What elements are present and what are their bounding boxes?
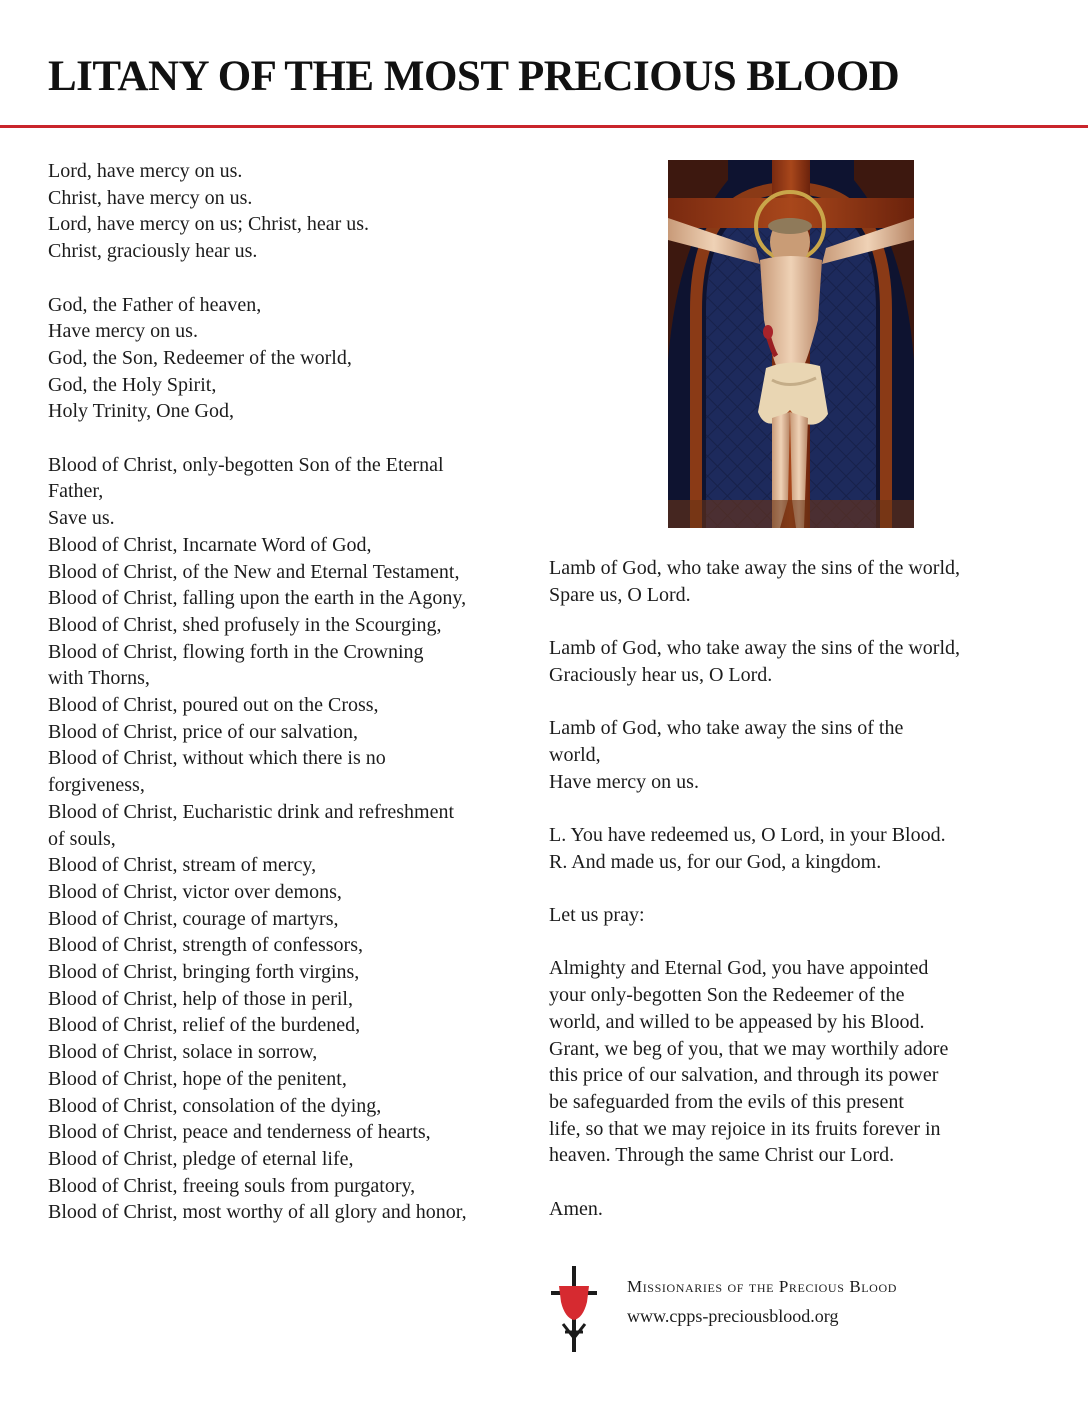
litany-line: be safeguarded from the evils of this present xyxy=(549,1090,904,1113)
litany-line: Blood of Christ, shed profusely in the Scourging, xyxy=(48,613,442,636)
litany-line: Blood of Christ, poured out on the Cross, xyxy=(48,694,379,717)
litany-line: Grant, we beg of you, that we may worthily adore xyxy=(549,1037,949,1060)
litany-line: Blood of Christ, freeing souls from purgatory, xyxy=(48,1174,416,1197)
litany-line: Christ, have mercy on us. xyxy=(48,186,253,209)
litany-right-column xyxy=(549,555,1049,1222)
stanza-break xyxy=(549,929,1049,956)
litany-line: Blood of Christ, peace and tenderness of hearts, xyxy=(48,1121,431,1144)
title-divider xyxy=(0,125,1088,128)
litany-line: life, so that we may rejoice in its fruits forever in xyxy=(549,1117,941,1140)
litany-line: Let us pray: xyxy=(549,904,645,927)
litany-line: Blood of Christ, of the New and Eternal Testament, xyxy=(48,560,460,583)
litany-line: Amen. xyxy=(549,1197,603,1220)
litany-line: Blood of Christ, pledge of eternal life, xyxy=(48,1147,354,1170)
litany-line: Have mercy on us. xyxy=(48,320,198,343)
litany-line: Lord, have mercy on us; Christ, hear us. xyxy=(48,213,370,236)
page-title: LITANY OF THE MOST PRECIOUS BLOOD xyxy=(48,53,900,100)
litany-line: God, the Father of heaven, xyxy=(48,293,262,316)
organization-url[interactable]: www.cpps-preciousblood.org xyxy=(627,1306,839,1326)
litany-line: Blood of Christ, price of our salvation, xyxy=(48,720,358,743)
litany-line: Blood of Christ, help of those in peril, xyxy=(48,987,353,1010)
litany-line: R. And made us, for our God, a kingdom. xyxy=(549,850,882,873)
litany-line: Christ, graciously hear us. xyxy=(48,240,258,263)
cpps-cross-chalice-logo xyxy=(551,1266,597,1352)
litany-line: Blood of Christ, consolation of the dying, xyxy=(48,1094,382,1117)
stanza-break xyxy=(549,689,1049,716)
litany-line: Blood of Christ, Eucharistic drink and refreshment xyxy=(48,800,455,823)
litany-line: Blood of Christ, stream of mercy, xyxy=(48,854,317,877)
stanza-break xyxy=(549,795,1049,822)
litany-line: Lamb of God, who take away the sins of the world, xyxy=(549,557,961,579)
litany-line: Holy Trinity, One God, xyxy=(48,400,234,423)
litany-line: this price of our salvation, and through its power xyxy=(549,1064,939,1087)
litany-line: L. You have redeemed us, O Lord, in your Blood. xyxy=(549,823,946,846)
litany-line: Blood of Christ, bringing forth virgins, xyxy=(48,961,360,984)
stanza-break xyxy=(48,265,543,292)
litany-line: Save us. xyxy=(48,507,115,530)
litany-line: Blood of Christ, only-begotten Son of the Eternal xyxy=(48,453,444,476)
litany-line: God, the Son, Redeemer of the world, xyxy=(48,346,352,369)
litany-line: Blood of Christ, solace in sorrow, xyxy=(48,1041,318,1064)
organization-name: Missionaries of the Precious Blood xyxy=(627,1277,897,1296)
stanza-break xyxy=(549,1169,1049,1196)
litany-line: Have mercy on us. xyxy=(549,770,699,793)
stanza-break xyxy=(48,425,543,452)
litany-line: Blood of Christ, falling upon the earth in the Agony, xyxy=(48,587,467,610)
litany-line: of souls, xyxy=(48,827,116,850)
litany-line: Blood of Christ, strength of confessors, xyxy=(48,934,363,957)
litany-line: Lamb of God, who take away the sins of the xyxy=(549,717,904,740)
litany-line: God, the Holy Spirit, xyxy=(48,373,217,396)
stanza-break xyxy=(549,875,1049,902)
litany-line: with Thorns, xyxy=(48,667,150,690)
litany-line: Blood of Christ, hope of the penitent, xyxy=(48,1067,347,1090)
litany-line: Blood of Christ, Incarnate Word of God, xyxy=(48,533,372,556)
litany-line: Blood of Christ, flowing forth in the Crowning xyxy=(48,640,424,663)
litany-line: world, and willed to be appeased by his Blood. xyxy=(549,1010,925,1033)
litany-line: Blood of Christ, most worthy of all glory and honor, xyxy=(48,1201,467,1224)
stanza-break xyxy=(549,608,1049,635)
litany-line: Lord, have mercy on us. xyxy=(48,160,243,182)
litany-line: Father, xyxy=(48,480,104,503)
crucifix-photo xyxy=(668,160,914,528)
litany-line: Blood of Christ, victor over demons, xyxy=(48,880,342,903)
litany-line: Almighty and Eternal God, you have appointed xyxy=(549,957,929,980)
crucifix-illustration xyxy=(668,160,914,528)
litany-left-column xyxy=(48,158,543,1226)
litany-line: Lamb of God, who take away the sins of the world, xyxy=(549,637,961,660)
litany-line: Graciously hear us, O Lord. xyxy=(549,663,773,686)
litany-line: Blood of Christ, courage of martyrs, xyxy=(48,907,339,930)
litany-line: Blood of Christ, relief of the burdened, xyxy=(48,1014,361,1037)
litany-line: Blood of Christ, without which there is no xyxy=(48,747,386,770)
litany-line: world, xyxy=(549,743,601,766)
litany-line: heaven. Through the same Christ our Lord. xyxy=(549,1144,895,1167)
litany-line: forgiveness, xyxy=(48,774,145,797)
litany-line: Spare us, O Lord. xyxy=(549,583,691,606)
litany-line: your only-begotten Son the Redeemer of the xyxy=(549,984,905,1007)
